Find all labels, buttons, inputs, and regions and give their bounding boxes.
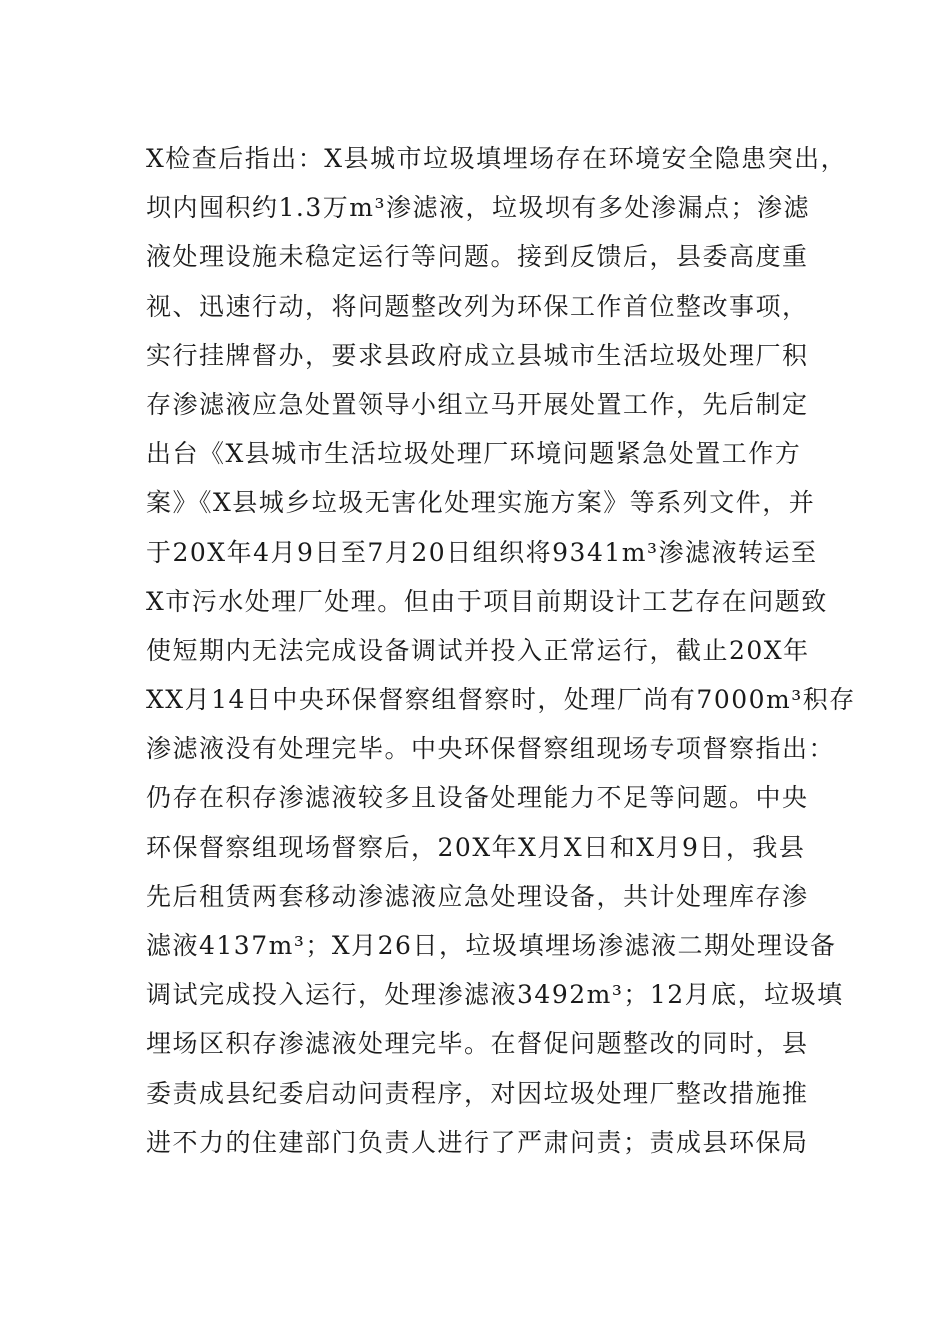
text-line: 坝内囤积约1.3万m³渗滤液，垃圾坝有多处渗漏点；渗滤 [146, 193, 810, 223]
text-line: 案》《X县城乡垃圾无害化处理实施方案》等系列文件，并 [146, 488, 816, 518]
text-line: 进不力的住建部门负责人进行了严肃问责；责成县环保局 [146, 1127, 809, 1157]
text-line: 视、迅速行动，将问题整改列为环保工作首位整改事项， [146, 291, 809, 321]
text-line: 使短期内无法完成设备调试并投入正常运行，截止20X年 [146, 635, 810, 665]
text-line: X市污水处理厂处理。但由于项目前期设计工艺存在问题致 [146, 586, 828, 616]
text-line: 存渗滤液应急处置领导小组立马开展处置工作，先后制定 [146, 389, 809, 419]
text-line: 埋场区积存渗滤液处理完毕。在督促问题整改的同时，县 [146, 1029, 809, 1059]
text-line: 委责成县纪委启动问责程序，对因垃圾处理厂整改措施推 [146, 1078, 809, 1108]
text-line: X检查后指出：X县城市垃圾填埋场存在环境安全隐患突出， [146, 144, 848, 173]
text-line: 仍存在积存渗滤液较多且设备处理能力不足等问题。中央 [146, 783, 809, 813]
text-line: 出台《X县城市生活垃圾处理厂环境问题紧急处置工作方 [146, 439, 802, 469]
text-line: 于20X年4月9日至7月20日组织将9341m³渗滤液转运至 [146, 537, 818, 567]
text-line: 先后租赁两套移动渗滤液应急处理设备，共计处理库存渗 [146, 881, 809, 911]
text-line: 环保督察组现场督察后，20X年X月X日和X月9日，我县 [146, 832, 806, 862]
text-line: 滤液4137m³；X月26日，垃圾填埋场渗滤液二期处理设备 [146, 931, 837, 960]
text-line: 实行挂牌督办，要求县政府成立县城市生活垃圾处理厂积 [146, 340, 809, 370]
text-line: 渗滤液没有处理完毕。中央环保督察组现场专项督察指出： [146, 734, 836, 764]
body-text [146, 134, 856, 1167]
text-line: XX月14日中央环保督察组督察时，处理厂尚有7000m³积存 [146, 685, 856, 715]
text-line: 调试完成投入运行，处理渗滤液3492m³；12月底，垃圾填 [146, 980, 844, 1010]
text-line: 液处理设施未稳定运行等问题。接到反馈后，县委高度重 [146, 242, 809, 272]
